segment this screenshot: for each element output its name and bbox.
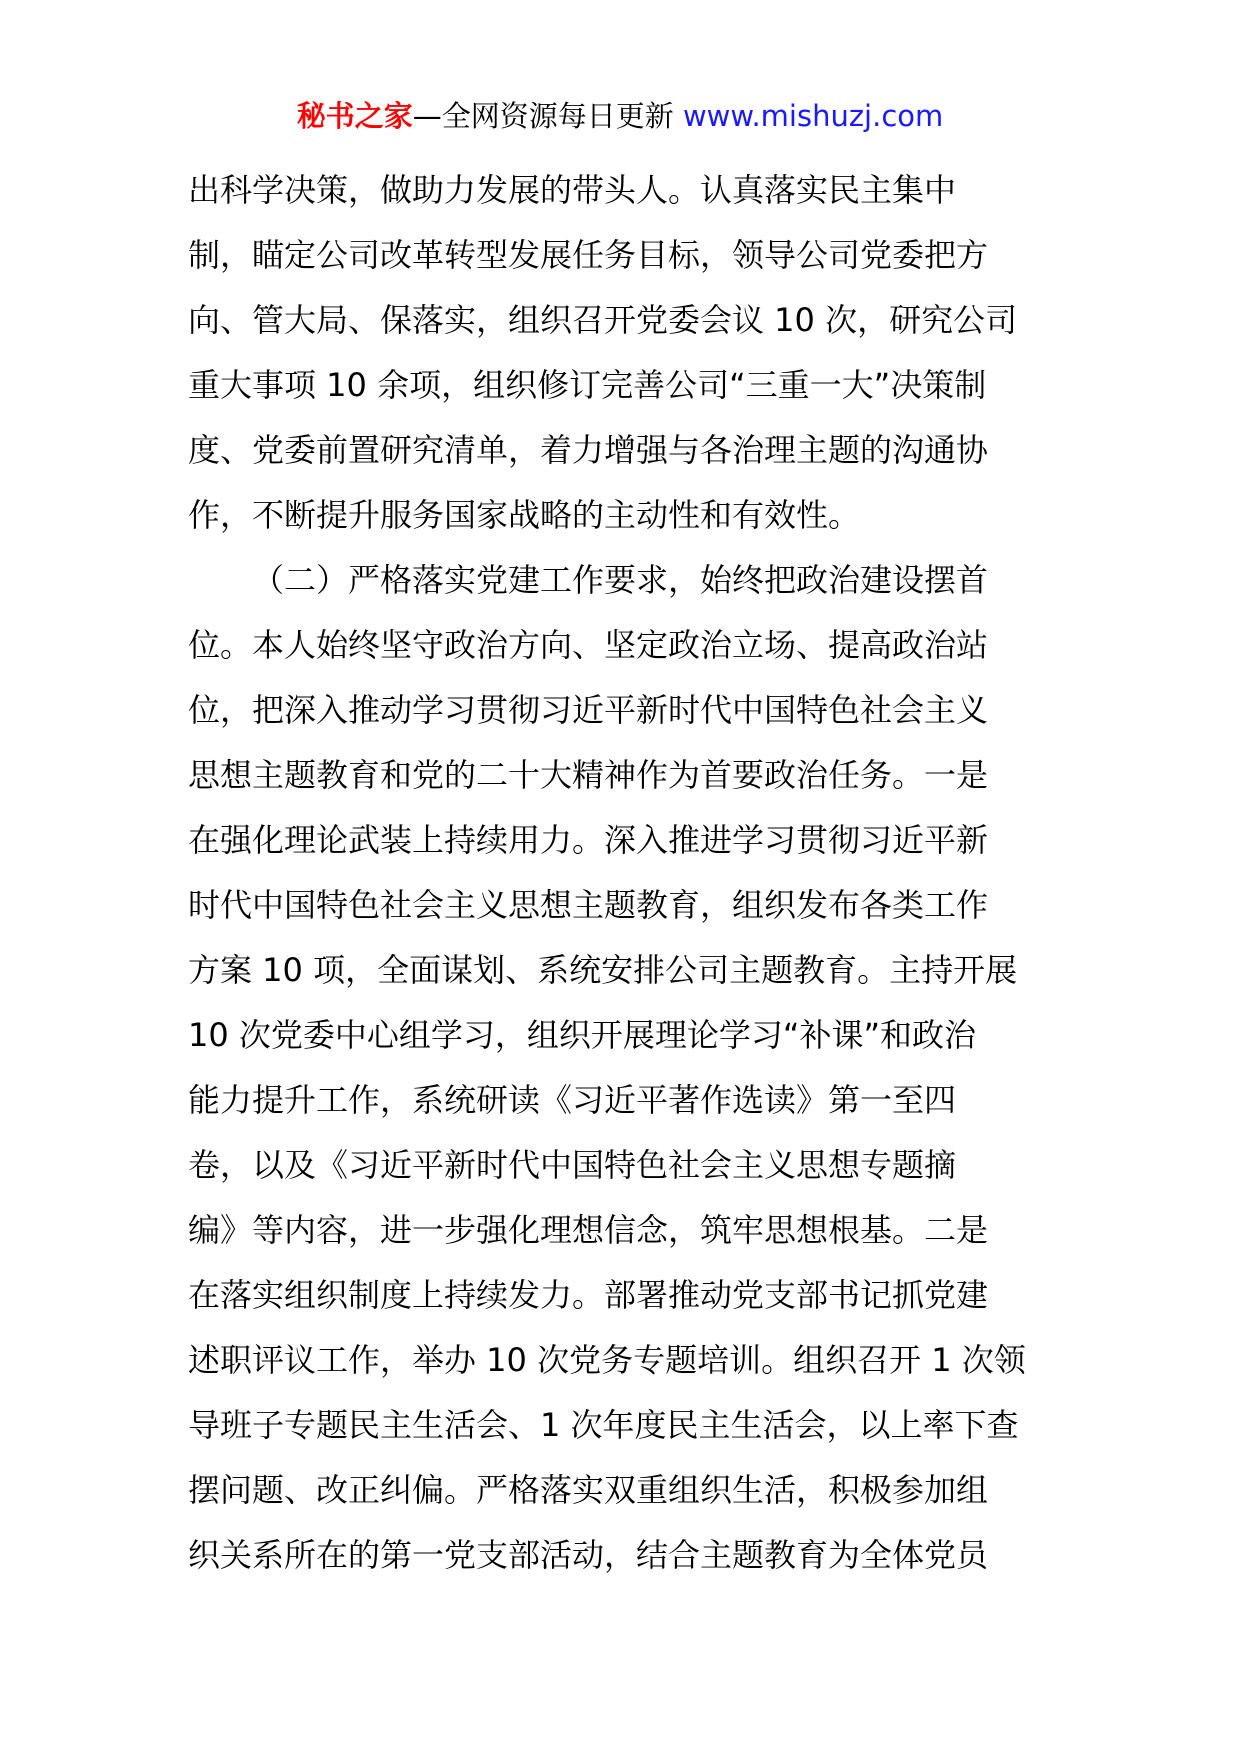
text-line: 度、党委前置研究清单，着力增强与各治理主题的沟通协	[188, 431, 989, 469]
text-line: 编》等内容，进一步强化理想信念，筑牢思想根基。二是	[188, 1211, 989, 1249]
page-header	[0, 96, 1240, 136]
text-line: 出科学决策，做助力发展的带头人。认真落实民主集中	[188, 171, 957, 209]
text-line: 卷，以及《习近平新时代中国特色社会主义思想专题摘	[188, 1146, 957, 1184]
section-heading-line: （二）严格落实党建工作要求，始终把政治建设摆首	[252, 561, 989, 599]
text-line: 述职评议工作，举办 10 次党务专题培训。组织召开 1 次领	[188, 1341, 1026, 1379]
text-line: 在落实组织制度上持续发力。部署推动党支部书记抓党建	[188, 1276, 989, 1314]
text-line: 10 次党委中心组学习，组织开展理论学习“补课”和政治	[188, 1016, 977, 1054]
text-line: 时代中国特色社会主义思想主题教育，组织发布各类工作	[188, 886, 989, 924]
site-brand: 秘书之家	[296, 99, 413, 133]
text-line: 制，瞄定公司改革转型发展任务目标，领导公司党委把方	[188, 236, 989, 274]
text-line: 重大事项 10 余项，组织修订完善公司“三重一大”决策制	[188, 366, 987, 404]
text-line: 能力提升工作，系统研读《习近平著作选读》第一至四	[188, 1081, 957, 1119]
text-line: 摆问题、改正纠偏。严格落实双重组织生活，积极参加组	[188, 1471, 989, 1509]
text-line: 位，把深入推动学习贯彻习近平新时代中国特色社会主义	[188, 691, 989, 729]
site-tagline: —全网资源每日更新	[412, 99, 674, 133]
text-line: 位。本人始终坚守政治方向、坚定政治立场、提高政治站	[188, 626, 989, 664]
text-line: 向、管大局、保落实，组织召开党委会议 10 次，研究公司	[188, 301, 1018, 339]
document-body	[188, 158, 1058, 1588]
text-line: 在强化理论武装上持续用力。深入推进学习贯彻习近平新	[188, 821, 989, 859]
text-line: 作，不断提升服务国家战略的主动性和有效性。	[188, 496, 861, 534]
text-line: 方案 10 项，全面谋划、系统安排公司主题教育。主持开展	[188, 951, 1018, 989]
text-line: 思想主题教育和党的二十大精神作为首要政治任务。一是	[188, 756, 989, 794]
site-url-link[interactable]: www.mishuzj.com	[682, 99, 944, 133]
text-line: 导班子专题民主生活会、1 次年度民主生活会，以上率下查	[188, 1406, 1019, 1444]
text-line: 织关系所在的第一党支部活动，结合主题教育为全体党员	[188, 1536, 989, 1574]
